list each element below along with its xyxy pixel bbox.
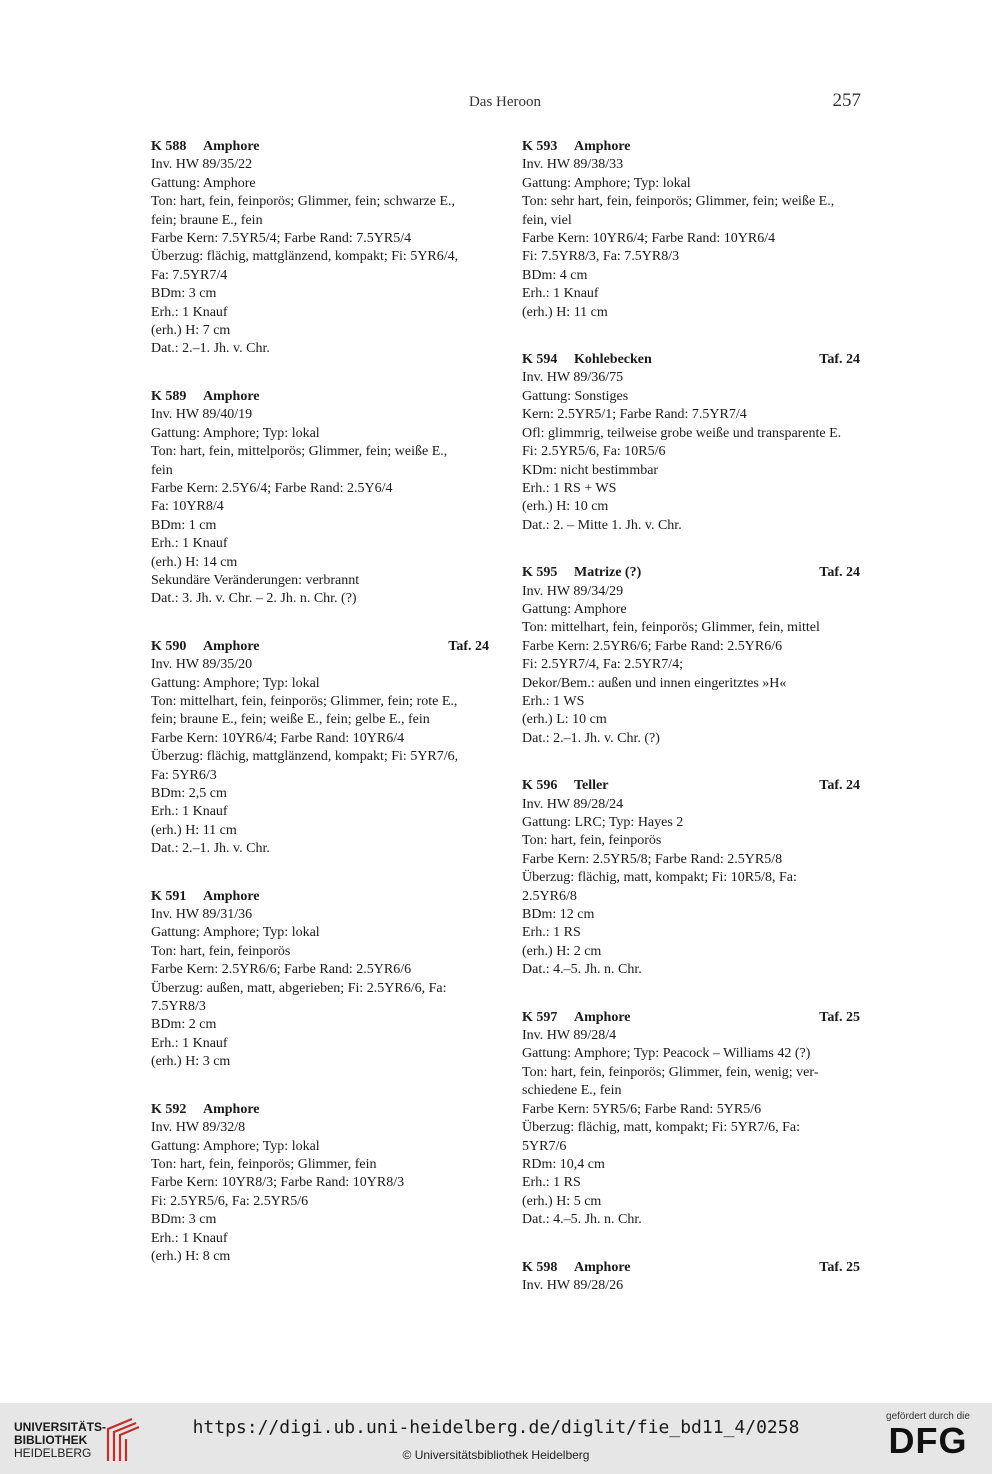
- entry-type: Amphore: [203, 139, 260, 154]
- entry-line: Gattung: Amphore; Typ: lokal: [151, 1138, 320, 1154]
- entry-line: Farbe Kern: 2.5YR6/6; Farbe Rand: 2.5YR6/6: [522, 638, 783, 654]
- entry-line: 5YR7/6: [522, 1138, 567, 1154]
- entry-type: Kohlebecken: [574, 352, 652, 368]
- entry-line: Erh.: 1 RS: [522, 1175, 581, 1191]
- entry-line: Erh.: 1 Knauf: [151, 1230, 228, 1246]
- dfg-logo: DFG: [888, 1420, 968, 1461]
- entry-line: Erh.: 1 Knauf: [522, 286, 599, 302]
- logo-line-2: BIBLIOTHEK: [14, 1433, 88, 1447]
- entry-heading: [151, 138, 489, 156]
- entry-type: Matrize (?): [574, 565, 642, 581]
- entry-line: Erh.: 1 RS + WS: [522, 480, 617, 496]
- copyright-notice: © Universitätsbibliothek Heidelberg: [402, 1448, 590, 1462]
- entry-line: Ton: mittelhart, fein, feinporös; Glimmer, fein; rote E.,: [151, 693, 458, 709]
- entry-line: Ton: hart, fein, feinporös: [522, 833, 662, 849]
- entry-line: BDm: 1 cm: [151, 517, 217, 533]
- plate-reference: Taf. 25: [819, 1009, 860, 1025]
- catalog-entry: [522, 564, 860, 748]
- entry-type: Amphore: [574, 139, 631, 154]
- logo-line-1: UNIVERSITÄTS-: [14, 1420, 107, 1434]
- entry-id: K 598: [522, 1259, 558, 1275]
- entry-line: Dat.: 4.–5. Jh. n. Chr.: [522, 1212, 642, 1228]
- entry-line: Dat.: 2.–1. Jh. v. Chr.: [151, 841, 270, 857]
- document-url-link[interactable]: https://digi.ub.uni-heidelberg.de/diglit/fie_bd11_4/0258: [192, 1417, 800, 1438]
- entry-line: fein; braune E., fein: [151, 212, 263, 228]
- entry-line: Erh.: 1 Knauf: [151, 536, 228, 552]
- catalog-entry: [522, 351, 860, 535]
- entry-heading: [522, 777, 860, 795]
- catalog-entry: [151, 638, 489, 859]
- catalog-entry: [151, 138, 489, 359]
- entry-line: BDm: 4 cm: [522, 267, 588, 283]
- entry-id: K 592: [151, 1101, 187, 1117]
- entry-line: Dekor/Bem.: außen und innen eingeritztes »H«: [522, 675, 787, 691]
- entry-line: Fi: 2.5YR5/6, Fa: 10R5/6: [522, 444, 666, 460]
- entry-line: fein: [151, 462, 173, 478]
- entry-line: Inv. HW 89/38/33: [522, 157, 624, 173]
- entry-heading: [522, 564, 860, 582]
- entry-line: Erh.: 1 Knauf: [151, 304, 228, 320]
- entry-line: Inv. HW 89/28/24: [522, 796, 624, 812]
- entry-line: Erh.: 1 Knauf: [151, 804, 228, 820]
- entry-line: KDm: nicht bestimmbar: [522, 462, 659, 478]
- entry-line: (erh.) H: 5 cm: [522, 1193, 602, 1209]
- entry-gap: [151, 359, 489, 388]
- entry-line: Erh.: 1 Knauf: [151, 1035, 228, 1051]
- entry-gap: [522, 748, 860, 777]
- entry-heading: [522, 138, 860, 156]
- sponsor-label: gefördert durch die: [886, 1411, 970, 1422]
- entry-line: Gattung: LRC; Typ: Hayes 2: [522, 815, 684, 830]
- entry-line: Ton: hart, fein, feinporös; Glimmer, fein; schwarze E.,: [151, 194, 456, 210]
- entry-id: K 591: [151, 888, 187, 904]
- entry-line: schiedene E., fein: [522, 1083, 622, 1099]
- entry-line: Überzug: flächig, matt, kompakt; Fi: 5YR7/6, Fa:: [522, 1120, 801, 1136]
- entry-heading: [151, 388, 489, 406]
- entry-id: K 589: [151, 388, 187, 404]
- entry-line: Fa: 5YR6/3: [151, 767, 217, 783]
- entry-type: Amphore: [203, 1101, 260, 1117]
- entry-line: Gattung: Amphore: [522, 601, 627, 617]
- entry-line: Überzug: außen, matt, abgerieben; Fi: 2.5YR6/6, Fa:: [151, 980, 447, 996]
- catalog-entry: [522, 1259, 860, 1296]
- entry-id: K 590: [151, 638, 187, 654]
- entry-line: Farbe Kern: 5YR5/6; Farbe Rand: 5YR5/6: [522, 1101, 762, 1117]
- logo-line-3: HEIDELBERG: [14, 1446, 92, 1460]
- entry-gap: [151, 859, 489, 888]
- entry-line: Dat.: 4.–5. Jh. n. Chr.: [522, 962, 642, 978]
- catalog-entry: [522, 777, 860, 979]
- entry-id: K 595: [522, 565, 558, 581]
- entry-line: Farbe Kern: 2.5Y6/4; Farbe Rand: 2.5Y6/4: [151, 480, 393, 496]
- entry-line: Ofl: glimmrig, teilweise grobe weiße und transparente E.: [522, 425, 842, 441]
- entry-line: Inv. HW 89/40/19: [151, 407, 253, 423]
- entry-line: fein; braune E., fein; weiße E., fein; gelbe E., fein: [151, 712, 430, 728]
- entry-line: Fa: 7.5YR7/4: [151, 267, 228, 283]
- entry-line: Farbe Kern: 10YR6/4; Farbe Rand: 10YR6/4: [522, 231, 776, 247]
- entry-line: Fi: 2.5YR7/4, Fa: 2.5YR7/4;: [522, 657, 684, 673]
- entry-line: BDm: 3 cm: [151, 1212, 217, 1228]
- entry-line: Ton: hart, fein, mittelporös; Glimmer, fein; weiße E.,: [151, 444, 448, 460]
- entry-line: (erh.) H: 7 cm: [151, 323, 231, 339]
- entry-line: Inv. HW 89/35/20: [151, 657, 253, 673]
- catalog-entry: [522, 138, 860, 322]
- entry-line: Gattung: Amphore; Typ: Peacock – Williams 42 (?): [522, 1046, 811, 1062]
- entry-line: Gattung: Sonstiges: [522, 388, 629, 404]
- page-header: [0, 92, 992, 116]
- catalog-entry: [151, 1101, 489, 1267]
- left-column: [151, 138, 489, 1266]
- entry-line: Erh.: 1 WS: [522, 693, 585, 709]
- plate-reference: Taf. 25: [819, 1259, 860, 1275]
- entry-line: (erh.) H: 14 cm: [151, 554, 238, 570]
- entry-gap: [522, 322, 860, 351]
- entry-line: Kern: 2.5YR5/1; Farbe Rand: 7.5YR7/4: [522, 407, 747, 423]
- entry-line: Ton: hart, fein, feinporös: [151, 943, 291, 959]
- plate-reference: Taf. 24: [819, 778, 860, 794]
- entry-line: Inv. HW 89/28/26: [522, 1277, 624, 1293]
- entry-line: Farbe Kern: 10YR8/3; Farbe Rand: 10YR8/3: [151, 1175, 405, 1191]
- entry-line: (erh.) H: 2 cm: [522, 943, 602, 959]
- entry-line: Farbe Kern: 10YR6/4; Farbe Rand: 10YR6/4: [151, 730, 405, 746]
- entry-line: Erh.: 1 RS: [522, 925, 581, 941]
- entry-line: Ton: hart, fein, feinporös; Glimmer, fein, wenig; ver-: [522, 1064, 819, 1080]
- entry-line: Dat.: 2.–1. Jh. v. Chr. (?): [522, 730, 660, 746]
- entry-line: Ton: mittelhart, fein, feinporös; Glimmer, fein, mittel: [522, 620, 820, 636]
- entry-type: Amphore: [574, 1259, 631, 1275]
- entry-type: Amphore: [203, 638, 260, 654]
- entry-line: 2.5YR6/8: [522, 888, 577, 904]
- entry-line: Fi: 7.5YR8/3, Fa: 7.5YR8/3: [522, 249, 680, 265]
- entry-line: 7.5YR8/3: [151, 999, 206, 1015]
- entry-line: Gattung: Amphore; Typ: lokal: [151, 675, 320, 691]
- entry-line: Dat.: 2.–1. Jh. v. Chr.: [151, 341, 270, 357]
- catalog-entry: [151, 388, 489, 609]
- entry-line: Dat.: 3. Jh. v. Chr. – 2. Jh. n. Chr. (?): [151, 591, 357, 607]
- entry-line: Inv. HW 89/31/36: [151, 907, 253, 923]
- entry-gap: [151, 609, 489, 638]
- entry-heading: [151, 1101, 489, 1119]
- entry-line: (erh.) H: 10 cm: [522, 499, 609, 515]
- entry-line: BDm: 3 cm: [151, 286, 217, 302]
- entry-line: fein, viel: [522, 212, 572, 228]
- entry-line: BDm: 2,5 cm: [151, 786, 227, 801]
- entry-line: (erh.) L: 10 cm: [522, 712, 607, 728]
- entry-heading: [151, 638, 489, 656]
- entry-line: BDm: 12 cm: [522, 907, 595, 923]
- entry-type: Teller: [574, 778, 609, 794]
- entry-gap: [522, 980, 860, 1009]
- entry-line: Überzug: flächig, matt, kompakt; Fi: 10R5/8, Fa:: [522, 870, 797, 886]
- entry-id: K 588: [151, 139, 187, 154]
- entry-id: K 597: [522, 1009, 558, 1025]
- entry-heading: [522, 1259, 860, 1277]
- entry-id: K 596: [522, 778, 558, 794]
- footer-bar: [0, 1403, 992, 1474]
- catalog-entry: [522, 1009, 860, 1230]
- plate-reference: Taf. 24: [819, 565, 860, 581]
- entry-line: Überzug: flächig, mattglänzend, kompakt; Fi: 5YR7/6,: [151, 749, 459, 765]
- entry-line: (erh.) H: 8 cm: [151, 1248, 231, 1264]
- entry-line: Farbe Kern: 2.5YR5/8; Farbe Rand: 2.5YR5/8: [522, 851, 783, 867]
- entry-line: (erh.) H: 3 cm: [151, 1054, 231, 1070]
- entry-line: (erh.) H: 11 cm: [522, 304, 608, 320]
- running-title: Das Heroon: [468, 94, 542, 110]
- entry-id: K 594: [522, 352, 558, 368]
- entry-line: Sekundäre Veränderungen: verbrannt: [151, 572, 360, 588]
- catalog-entry: [151, 888, 489, 1072]
- entry-line: Dat.: 2. – Mitte 1. Jh. v. Chr.: [522, 517, 682, 533]
- entry-line: Farbe Kern: 2.5YR6/6; Farbe Rand: 2.5YR6/6: [151, 962, 412, 978]
- page-number: 257: [832, 90, 861, 111]
- plate-reference: Taf. 24: [448, 638, 489, 654]
- entry-type: Amphore: [203, 388, 260, 404]
- entry-line: BDm: 2 cm: [151, 1017, 217, 1033]
- entry-line: RDm: 10,4 cm: [522, 1156, 605, 1172]
- entry-line: Fi: 2.5YR5/6, Fa: 2.5YR5/6: [151, 1193, 309, 1209]
- entry-line: Inv. HW 89/35/22: [151, 157, 253, 173]
- entry-type: Amphore: [574, 1009, 631, 1025]
- entry-heading: [522, 351, 860, 369]
- entry-line: Inv. HW 89/28/4: [522, 1028, 617, 1044]
- entry-line: Gattung: Amphore: [151, 175, 256, 191]
- entry-line: (erh.) H: 11 cm: [151, 822, 237, 838]
- entry-line: Gattung: Amphore; Typ: lokal: [151, 925, 320, 941]
- plate-reference: Taf. 24: [819, 352, 860, 368]
- entry-line: Gattung: Amphore; Typ: lokal: [522, 175, 691, 191]
- entry-line: Gattung: Amphore; Typ: lokal: [151, 425, 320, 441]
- entry-line: Inv. HW 89/32/8: [151, 1120, 246, 1136]
- entry-heading: [151, 888, 489, 906]
- dfg-sponsor-logo[interactable]: [878, 1411, 978, 1467]
- entry-id: K 593: [522, 139, 558, 154]
- entry-gap: [151, 1072, 489, 1101]
- right-column: [522, 138, 860, 1295]
- entry-type: Amphore: [203, 888, 260, 904]
- entry-line: Inv. HW 89/36/75: [522, 370, 624, 386]
- entry-line: Farbe Kern: 7.5YR5/4; Farbe Rand: 7.5YR5/4: [151, 231, 412, 247]
- entry-line: Ton: sehr hart, fein, feinporös; Glimmer, fein; weiße E.,: [522, 194, 835, 210]
- entry-line: Fa: 10YR8/4: [151, 499, 224, 515]
- entry-line: Inv. HW 89/34/29: [522, 583, 624, 599]
- entry-gap: [522, 1230, 860, 1259]
- entry-line: Überzug: flächig, mattglänzend, kompakt; Fi: 5YR6/4,: [151, 249, 459, 265]
- entry-gap: [522, 535, 860, 564]
- entry-heading: [522, 1009, 860, 1027]
- entry-line: Ton: hart, fein, feinporös; Glimmer, fein: [151, 1156, 377, 1172]
